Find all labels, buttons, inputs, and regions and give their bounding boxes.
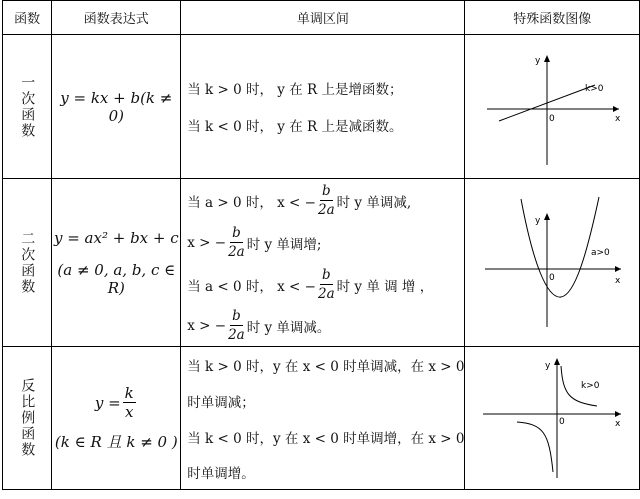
- quad-line-1: 当 a > 0 时， x < − $\frac{b}{2a}$ 时 y 单调减,: [187, 183, 412, 218]
- quadratic-graph: [477, 193, 627, 333]
- quad-line-4: x > − $\frac{b}{2a}$ 时 y 单调减。: [187, 308, 331, 343]
- quad-a-label: a>0: [591, 247, 611, 258]
- inverse-x-label: x: [615, 419, 621, 429]
- header-graph: 特殊函数图像: [465, 1, 640, 35]
- linear-line-1: 当 k > 0 时， y 在 R 上是增函数；: [187, 82, 403, 98]
- inverse-graph: [477, 354, 627, 482]
- inverse-line-2: 时单调减；: [187, 395, 255, 411]
- inverse-k-label: k>0: [581, 381, 600, 391]
- frac-b-2a: $\frac{b}{2a}$: [228, 225, 245, 260]
- expr-inverse-cond: (k ∈ R 且 k ≠ 0 ): [54, 433, 178, 451]
- quad-y-label: y: [535, 215, 541, 226]
- row-linear: [3, 35, 640, 179]
- expr-quadratic-cond: (a ≠ 0, a, b, c ∈ R): [57, 260, 176, 297]
- linear-y-label: y: [535, 55, 541, 66]
- inverse-line-1: 当 k > 0 时，y 在 x < 0 时单调减，在 x > 0: [187, 359, 465, 375]
- row-inverse: [3, 347, 640, 490]
- header-function: 函数: [3, 1, 52, 35]
- quad-x-label: x: [615, 275, 621, 286]
- expr-linear: y = kx + b(k ≠ 0): [60, 88, 173, 125]
- function-table: [2, 0, 640, 490]
- inverse-line-4: 时单调增。: [187, 466, 255, 482]
- category-quadratic: 二次函数: [19, 230, 36, 295]
- linear-line-2: 当 k < 0 时， y 在 R 上是减函数。: [187, 119, 403, 135]
- quad-origin-label: 0: [549, 272, 555, 283]
- expr-quadratic: y = ax² + bx + c: [53, 228, 179, 247]
- header-monotonic: 单调区间: [181, 1, 465, 35]
- inverse-origin-label: 0: [559, 417, 565, 427]
- quad-line-2: x > − $\frac{b}{2a}$ 时 y 单调增;: [187, 225, 322, 260]
- category-linear: 一次函数: [19, 74, 36, 139]
- frac-b-2a: $\frac{b}{2a}$: [317, 183, 335, 218]
- linear-x-label: x: [615, 113, 621, 124]
- linear-k-label: k>0: [585, 83, 604, 94]
- linear-graph: [477, 47, 627, 167]
- header-expression: 函数表达式: [52, 1, 181, 35]
- inverse-y-label: y: [545, 361, 551, 371]
- row-quadratic: [3, 179, 640, 347]
- frac-b-2a: $\frac{b}{2a}$: [317, 267, 335, 302]
- linear-origin-label: 0: [549, 113, 555, 124]
- header-row: [3, 1, 640, 35]
- frac-k-x: $\frac{k}{x}$: [124, 384, 134, 421]
- category-inverse: 反比例函数: [19, 378, 36, 458]
- inverse-line-3: 当 k < 0 时，y 在 x < 0 时单调增，在 x > 0: [187, 431, 465, 447]
- frac-b-2a: $\frac{b}{2a}$: [228, 308, 245, 343]
- quad-line-3: 当 a < 0 时， x < − $\frac{b}{2a}$ 时 y 单 调 增 ，: [187, 267, 434, 302]
- expr-inverse-lhs: y =: [94, 393, 121, 412]
